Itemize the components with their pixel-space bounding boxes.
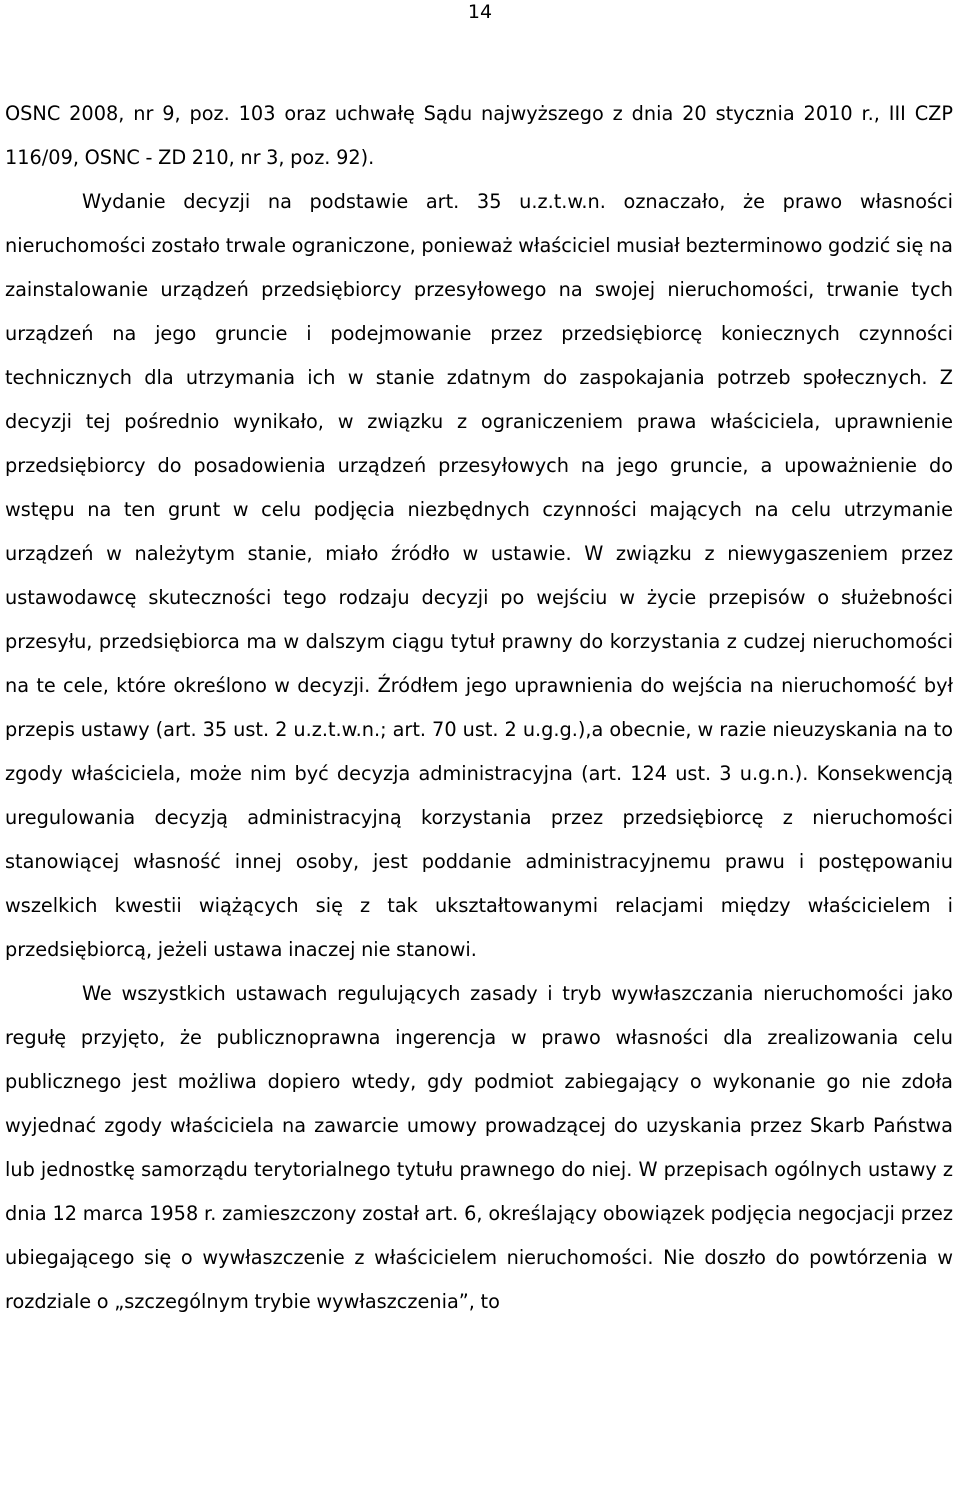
paragraph-citation-end: OSNC 2008, nr 9, poz. 103 oraz uchwałę Sądu najwyższego z dnia 20 stycznia 2010 r., III CZP 116/09, OSNC - ZD 210, nr 3, poz. 92). [5, 102, 953, 169]
document-body [5, 92, 953, 1324]
paragraph-decision-effects: Wydanie decyzji na podstawie art. 35 u.z.t.w.n. oznaczało, że prawo własności nieruchomości zostało trwale ograniczone, ponieważ właściciel musiał bezterminowo godzić się na zainstalowanie urządzeń przedsiębiorcy przesyłowego na swojej nieruchomości, trwanie tych urządzeń na jego gruncie i podejmowanie przez przedsiębiorcę koniecznych czynności technicznych dla utrzymania ich w stanie zdatnym do zaspokajania potrzeb społecznych. Z decyzji tej pośrednio wynikało, w związku z ograniczeniem prawa właściciela, uprawnienie przedsiębiorcy do posadowienia urządzeń przesyłowych na jego gruncie, a upoważnienie do wstępu na ten grunt w celu podjęcia niezbędnych czynności mających na celu utrzymanie urządzeń w należytym stanie, miało źródło w ustawie. W związku z niewygaszeniem przez ustawodawcę skuteczności tego rodzaju decyzji po wejściu w życie przepisów o służebności przesyłu, przedsiębiorca ma w dalszym ciągu tytuł prawny do korzystania z cudzej nieruchomości na te cele, które określono w decyzji. Źródłem jego uprawnienia do wejścia na nieruchomość był przepis ustawy (art. 35 ust. 2 u.z.t.w.n.; art. 70 ust. 2 u.g.g.),a obecnie, w razie nieuzyskania na to zgody właściciela, może nim być decyzja administracyjna (art. 124 ust. 3 u.g.n.). Konsekwencją uregulowania decyzją administracyjną korzystania przez przedsiębiorcę z nieruchomości stanowiącej własność innej osoby, jest poddanie administracyjnemu prawu i postępowaniu wszelkich kwestii wiążących się z tak ukształtowanymi relacjami między właścicielem i przedsiębiorcą, jeżeli ustawa inaczej nie stanowi. [5, 190, 953, 961]
paragraph-expropriation-rules: We wszystkich ustawach regulujących zasady i tryb wywłaszczania nieruchomości jako regułę przyjęto, że publicznoprawna ingerencja w prawo własności dla zrealizowania celu publicznego jest możliwa dopiero wtedy, gdy podmiot zabiegający o wykonanie go nie zdoła wyjednać zgody właściciela na zawarcie umowy prowadzącej do uzyskania przez Skarb Państwa lub jednostkę samorządu terytorialnego tytułu prawnego do niej. W przepisach ogólnych ustawy z dnia 12 marca 1958 r. zamieszczony został art. 6, określający obowiązek podjęcia negocjacji przez ubiegającego się o wywłaszczenie z właścicielem nieruchomości. Nie doszło do powtórzenia w rozdziale o „szczególnym trybie wywłaszczenia”, to [5, 982, 953, 1313]
page-number: 14 [467, 1, 493, 23]
